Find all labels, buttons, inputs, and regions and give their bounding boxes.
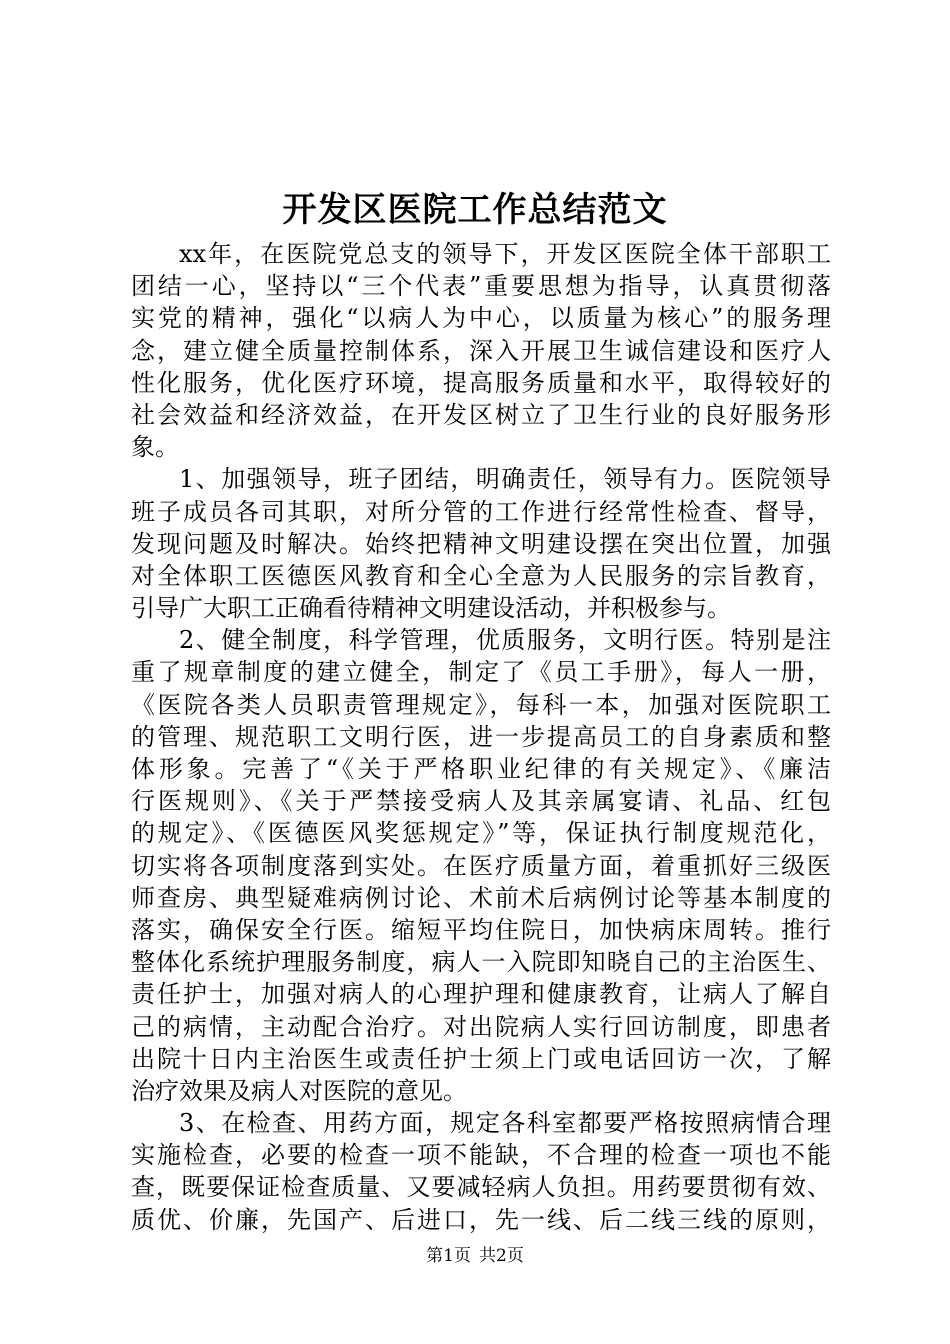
- text-line: 3、在检查、用药方面，规定各科室都要严格按照病情合理: [179, 1109, 831, 1138]
- text-line: 班子成员各司其职，对所分管的工作进行经常性检查、督导，: [131, 497, 831, 526]
- document-title: 开发区医院工作总结范文: [282, 190, 668, 230]
- text-line: 社会效益和经济效益，在开发区树立了卫生行业的良好服务形: [131, 400, 831, 429]
- paragraph: [131, 1107, 831, 1236]
- paragraph: [131, 238, 831, 463]
- text-line: 念，建立健全质量控制体系，深入开展卫生诚信建设和医疗人: [131, 336, 831, 365]
- text-line: 责任护士，加强对病人的心理护理和健康教育，让病人了解自: [131, 980, 831, 1009]
- text-line: 的规定》、《医德医风奖惩规定》”等，保证执行制度规范化，: [131, 819, 831, 848]
- text-line: 《医院各类人员职责管理规定》，每科一本，加强对医院职工: [131, 690, 831, 719]
- text-line: 实党的精神，强化“以病人为中心，以质量为核心”的服务理: [131, 304, 831, 333]
- text-line: 质优、价廉，先国产、后进口，先一线、后二线三线的原则，: [131, 1205, 831, 1234]
- text-line: 体形象。完善了“《关于严格职业纪律的有关规定》、《廉洁: [131, 755, 831, 783]
- text-line: 实施检查，必要的检查一项不能缺，不合理的检查一项也不能: [131, 1141, 831, 1170]
- text-line: 团结一心，坚持以“三个代表”重要思想为指导，认真贯彻落: [131, 272, 831, 301]
- page-number: 第1页: [426, 1246, 471, 1266]
- text-line: 重了规章制度的建立健全，制定了《员工手册》，每人一册，: [131, 658, 831, 687]
- text-line: 整体化系统护理服务制度，病人一入院即知晓自己的主治医生、: [131, 948, 831, 977]
- page-total: 共2页: [479, 1246, 524, 1266]
- text-line: 出院十日内主治医生或责任护士须上门或电话回访一次，了解: [131, 1044, 831, 1073]
- text-line: 性化服务，优化医疗环境，提高服务质量和水平，取得较好的: [131, 368, 831, 397]
- text-line: 行医规则》、《关于严禁接受病人及其亲属宴请、礼品、红包: [131, 787, 831, 816]
- text-line: 师查房、典型疑难病例讨论、术前术后病例讨论等基本制度的: [131, 883, 831, 912]
- text-line: 发现问题及时解决。始终把精神文明建设摆在突出位置，加强: [131, 529, 831, 558]
- text-line: 2、健全制度，科学管理，优质服务，文明行医。特别是注: [179, 626, 831, 655]
- page-footer: [0, 1244, 950, 1268]
- text-line: 1、加强领导，班子团结，明确责任，领导有力。医院领导: [179, 465, 831, 494]
- text-line: 切实将各项制度落到实处。在医疗质量方面，着重抓好三级医: [131, 851, 831, 880]
- paragraph: [131, 624, 831, 1107]
- text-line: 己的病情，主动配合治疗。对出院病人实行回访制度，即患者: [131, 1012, 831, 1041]
- paragraph: [131, 463, 831, 624]
- document-body: [131, 238, 831, 1236]
- text-line: xx年，在医院党总支的领导下，开发区医院全体干部职工: [179, 240, 831, 268]
- text-line: 引导广大职工正确看待精神文明建设活动，并积极参与。: [131, 594, 731, 623]
- text-line: 的管理、规范职工文明行医，进一步提高员工的自身素质和整: [131, 722, 831, 751]
- text-line: 查，既要保证检查质量、又要减轻病人负担。用药要贯彻有效、: [131, 1173, 831, 1202]
- text-line: 落实，确保安全行医。缩短平均住院日，加快病床周转。推行: [131, 915, 831, 944]
- text-line: 治疗效果及病人对医院的意见。: [131, 1076, 467, 1105]
- text-line: 象。: [131, 433, 179, 462]
- text-line: 对全体职工医德医风教育和全心全意为人民服务的宗旨教育，: [131, 561, 831, 590]
